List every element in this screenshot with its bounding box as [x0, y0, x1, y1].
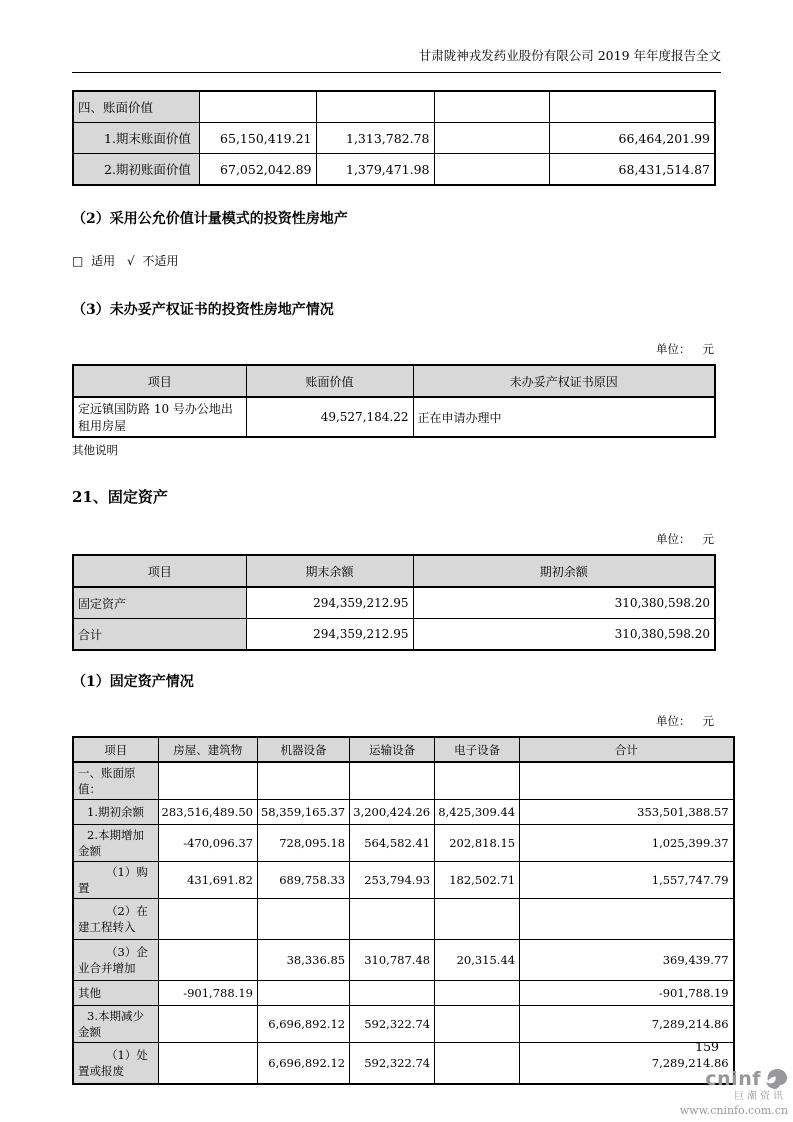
cell: [434, 91, 549, 123]
cell: 65,150,419.21: [199, 123, 316, 154]
cell: [158, 1006, 257, 1043]
cell: 310,380,598.20: [413, 587, 715, 619]
cell: [435, 1006, 520, 1043]
column-header: 运输设备: [350, 737, 435, 762]
row-label: 其他: [73, 981, 158, 1006]
row-label: 2.期初账面价值: [73, 154, 199, 186]
row-label: 1.期初余额: [73, 800, 158, 825]
cell: [434, 123, 549, 154]
cell: 58,359,165.37: [257, 800, 349, 825]
table-row: [73, 397, 715, 437]
cell: 1,557,747.79: [520, 862, 734, 899]
cell: [435, 981, 520, 1006]
table-row: [73, 762, 734, 800]
cell: 592,322.74: [350, 1006, 435, 1043]
cell: 564,582.41: [350, 825, 435, 862]
unit-prefix: 单位：: [656, 342, 691, 356]
cell: 7,289,214.86: [520, 1043, 734, 1084]
unit-value: 元: [702, 342, 714, 356]
unit-value: 元: [702, 532, 714, 546]
row-label: （1）处置或报废: [73, 1043, 158, 1084]
cell: [520, 762, 734, 800]
cell: [435, 762, 520, 800]
unit-prefix: 单位：: [656, 532, 691, 546]
cell: 6,696,892.12: [257, 1043, 349, 1084]
not-applicable-label: 不适用: [142, 254, 179, 268]
cell: 正在申请办理中: [413, 397, 715, 437]
cell: -901,788.19: [520, 981, 734, 1006]
checkbox-unchecked-icon: □: [72, 254, 84, 268]
cell: 202,818.15: [435, 825, 520, 862]
other-note: 其他说明: [72, 443, 118, 457]
table-header-row: [73, 365, 715, 397]
column-header: 电子设备: [435, 737, 520, 762]
unit-label: [72, 341, 714, 357]
row-label: 合计: [73, 619, 246, 651]
cell: 7,289,214.86: [520, 1006, 734, 1043]
unit-label: [72, 713, 714, 729]
cell: [434, 154, 549, 186]
cell: [316, 91, 434, 123]
cell: [257, 981, 349, 1006]
carry-value-table: [72, 90, 716, 186]
cell: 67,052,042.89: [199, 154, 316, 186]
column-header: 账面价值: [246, 365, 413, 397]
column-header: 期末余额: [246, 555, 413, 587]
cell: 294,359,212.95: [246, 587, 413, 619]
cell: [520, 899, 734, 940]
cninfo-url: www.cninfo.com.cn: [679, 1104, 788, 1117]
cell: [435, 899, 520, 940]
cninfo-logo: [680, 1068, 788, 1116]
table-row: [73, 587, 715, 619]
column-header: 机器设备: [257, 737, 349, 762]
cell: 310,380,598.20: [413, 619, 715, 651]
document-header-title: 甘肃陇神戎发药业股份有限公司 2019 年年度报告全文: [72, 0, 721, 73]
cell: [158, 762, 257, 800]
cell: [257, 762, 349, 800]
no-certificate-table: [72, 364, 716, 438]
cell: 353,501,388.57: [520, 800, 734, 825]
row-label: （1）购置: [73, 862, 158, 899]
cell: 38,336.85: [257, 940, 349, 981]
cell: -901,788.19: [158, 981, 257, 1006]
cell: [158, 1043, 257, 1084]
cell: -470,096.37: [158, 825, 257, 862]
unit-prefix: 单位：: [656, 714, 691, 728]
section-title-3: （3）未办妥产权证书的投资性房地产情况: [72, 302, 334, 318]
column-header: 项目: [73, 365, 246, 397]
cell: [158, 940, 257, 981]
row-label: 定远镇国防路 10 号办公地出租用房屋: [73, 397, 246, 437]
cell: 6,696,892.12: [257, 1006, 349, 1043]
row-label: （2）在建工程转入: [73, 899, 158, 940]
cell: [257, 899, 349, 940]
table-row: [73, 91, 715, 123]
cell: 310,787.48: [350, 940, 435, 981]
cell: 3,200,424.26: [350, 800, 435, 825]
row-label: 2.本期增加金额: [73, 825, 158, 862]
cell: [350, 899, 435, 940]
table-row: [73, 981, 734, 1006]
cell: 728,095.18: [257, 825, 349, 862]
cell: [158, 899, 257, 940]
cell: 20,315.44: [435, 940, 520, 981]
table-row: [73, 154, 715, 186]
section-title-2: （2）采用公允价值计量模式的投资性房地产: [72, 211, 348, 227]
cell: [435, 1043, 520, 1084]
table-row: [73, 825, 734, 862]
table-row: [73, 940, 734, 981]
table-header-row: [73, 555, 715, 587]
column-header: 房屋、建筑物: [158, 737, 257, 762]
cell: 8,425,309.44: [435, 800, 520, 825]
row-label: 一、账面原值：: [73, 762, 158, 800]
cell: [350, 981, 435, 1006]
cell: 431,691.82: [158, 862, 257, 899]
row-label: 3.本期减少金额: [73, 1006, 158, 1043]
cell: 253,794.93: [350, 862, 435, 899]
row-label: 四、账面价值: [73, 91, 199, 123]
fixed-assets-summary-table: [72, 554, 716, 651]
column-header: 未办妥产权证书原因: [413, 365, 715, 397]
table-row: [73, 862, 734, 899]
section-title-21: 21、固定资产: [72, 488, 168, 506]
cell: 1,379,471.98: [316, 154, 434, 186]
column-header: 期初余额: [413, 555, 715, 587]
unit-value: 元: [702, 714, 714, 728]
cell: 1,025,399.37: [520, 825, 734, 862]
row-label: 固定资产: [73, 587, 246, 619]
table-row: [73, 899, 734, 940]
section-title-21-1: （1）固定资产情况: [72, 674, 194, 690]
column-header: 项目: [73, 555, 246, 587]
table-header-row: [73, 737, 734, 762]
table-row: [73, 1043, 734, 1084]
column-header: 合计: [520, 737, 734, 762]
cell: 68,431,514.87: [549, 154, 715, 186]
applicability-line: [72, 252, 721, 269]
cell: [549, 91, 715, 123]
cell: 49,527,184.22: [246, 397, 413, 437]
table-row: [73, 800, 734, 825]
cell: 182,502.71: [435, 862, 520, 899]
cell: 283,516,489.50: [158, 800, 257, 825]
fixed-assets-detail-table: [72, 736, 735, 1085]
cell: 1,313,782.78: [316, 123, 434, 154]
cell: [350, 762, 435, 800]
table-row: [73, 123, 715, 154]
cninfo-swirl-icon: [764, 1068, 788, 1090]
page-number: 159: [695, 1039, 719, 1054]
table-row: [73, 619, 715, 651]
check-icon: √: [127, 254, 135, 268]
cell: 66,464,201.99: [549, 123, 715, 154]
cninfo-brand-text: cninf: [705, 1067, 761, 1090]
row-label: （3）企业合并增加: [73, 940, 158, 981]
unit-label: [72, 531, 714, 547]
cell: 592,322.74: [350, 1043, 435, 1084]
cell: 369,439.77: [520, 940, 734, 981]
applicable-label: 适用: [91, 254, 116, 268]
cninfo-chinese-name: 巨潮资讯: [734, 1091, 786, 1102]
cell: [199, 91, 316, 123]
cell: 294,359,212.95: [246, 619, 413, 651]
column-header: 项目: [73, 737, 158, 762]
row-label: 1.期末账面价值: [73, 123, 199, 154]
cell: 689,758.33: [257, 862, 349, 899]
table-row: [73, 1006, 734, 1043]
